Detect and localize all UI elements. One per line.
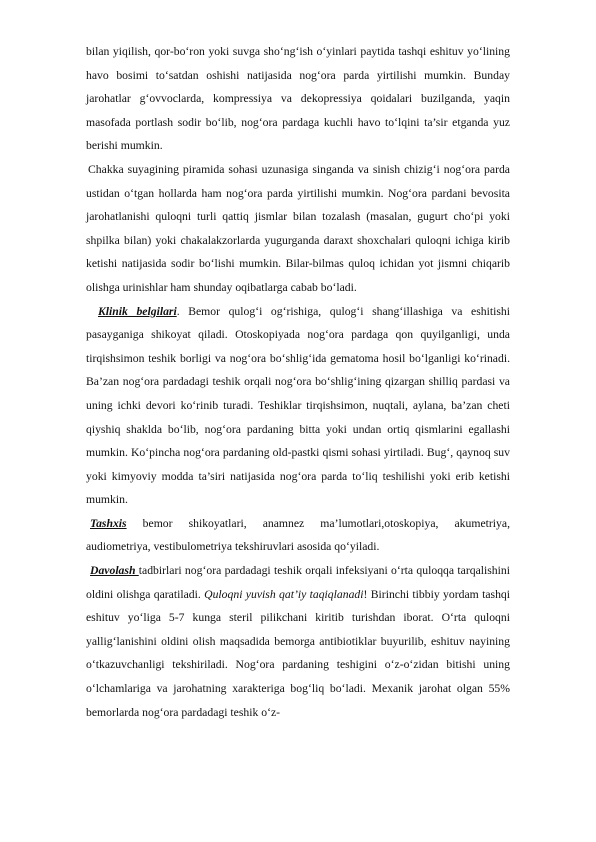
treatment-text-2: ! Birinchi tibbiy yordam tashqi eshituv yo‘liga 5-7 kunga steril pilikchani kiritib turishdan iborat. O‘rta quloqni yallig‘lanishini oldini olish maqsadida bemorga antibiotiklar buyurilib, eshituv nayining o‘tkazuvchanligi tekshiriladi. Nog‘ora pardaning teshigini o‘z-o‘zidan bitishi uning o‘lchamlariga va jarohatning xarakteriga bog‘liq bo‘ladi. Mexanik jarohat olgan 55% bemorlarda nog‘ora pardadagi teshik o‘z- [86, 587, 510, 719]
treatment-heading: Davolash [90, 564, 139, 578]
paragraph-clinical-signs [86, 300, 510, 512]
treatment-warning: Quloqni yuvish qat’iy taqiqlanadi [204, 587, 364, 601]
diagnosis-text: bemor shikoyatlari, anamnez ma’lumotlari,otoskopiya, akumetriya, audiometriya, vestibulometriya tekshiruvlari asosida qo‘yiladi. [86, 516, 510, 554]
clinical-signs-heading: Klinik belgilari [98, 304, 177, 318]
paragraph-diagnosis [86, 512, 510, 559]
paragraph-temporal-bone-fracture: Chakka suyagining piramida sohasi uzunasiga singanda va sinish chizig‘i nog‘ora parda ustidan o‘tgan hollarda ham nog‘ora parda yirtilishi mumkin. Nog‘ora pardani bevosita jarohatlanishi quloqni turli qattiq jismlar bilan tozalash (masalan, gugurt cho‘pi yoki shpilka bilan) yoki chakalakzorlarda yugurganda daraxt shoxchalari quloqni ichiga kirib ketishi natijasida sodir bo‘lishi mumkin. Bilar-bilmas quloq ichidan yot jismni chiqarib olishga urinishlar ham shunday oqibatlarga cabab bo‘ladi. [86, 162, 510, 294]
treatment-text-1: tadbirlari nog‘ora pardadagi teshik orqali infeksiyani o‘rta quloqqa tarqalishini oldini olishga qaratiladi. [86, 564, 510, 601]
paragraph-treatment [86, 559, 510, 724]
diagnosis-heading: Tashxis [90, 516, 127, 530]
paragraph-trauma-causes: bilan yiqilish, qor-bo‘ron yoki suvga sho‘ng‘ish o‘yinlari paytida tashqi eshituv yo‘lining havo bosimi to‘satdan oshishi natijasida nog‘ora parda yirtilishi mumkin. Bunday jarohatlar g‘ovvoclarda, kompressiya va dekopressiya qoidalari buzilganda, yaqin masofada portlash sodir bo‘lib, nog‘ora pardaga kuchli havo to‘lqini ta’sir etganda yuz berishi mumkin. [86, 45, 510, 153]
clinical-signs-text: . Bemor qulog‘i og‘rishiga, qulog‘i shang‘illashiga va eshitishi pasayganiga shikoyat qiladi. Otoskopiyada nog‘ora pardaga qon quyilganligi, unda tirqishsimon teshik borligi va nog‘ora bo‘shlig‘ida gematoma hosil bo‘lganligi ko‘rinadi. Ba’zan nog‘ora pardadagi teshik orqali nog‘ora bo‘shlig‘ining qizargan shilliq pardasi va uning ichki devori ko‘rinib turadi. Teshiklar tirqishsimon, nuqtali, aylana, ba’zan cheti qiyshiq shaklda bo‘lib, nog‘ora pardaning bitta yoki undan ortiq qismlarini egallashi mumkin. Ko‘pincha nog‘ora pardaning old-pastki qismi sohasi yirtiladi. Bug‘, qaynoq suv yoki kimyoviy modda ta’siri natijasida nog‘ora parda to‘liq teshilishi yoki erib ketishi mumkin. [86, 304, 510, 507]
document-page [86, 40, 510, 724]
